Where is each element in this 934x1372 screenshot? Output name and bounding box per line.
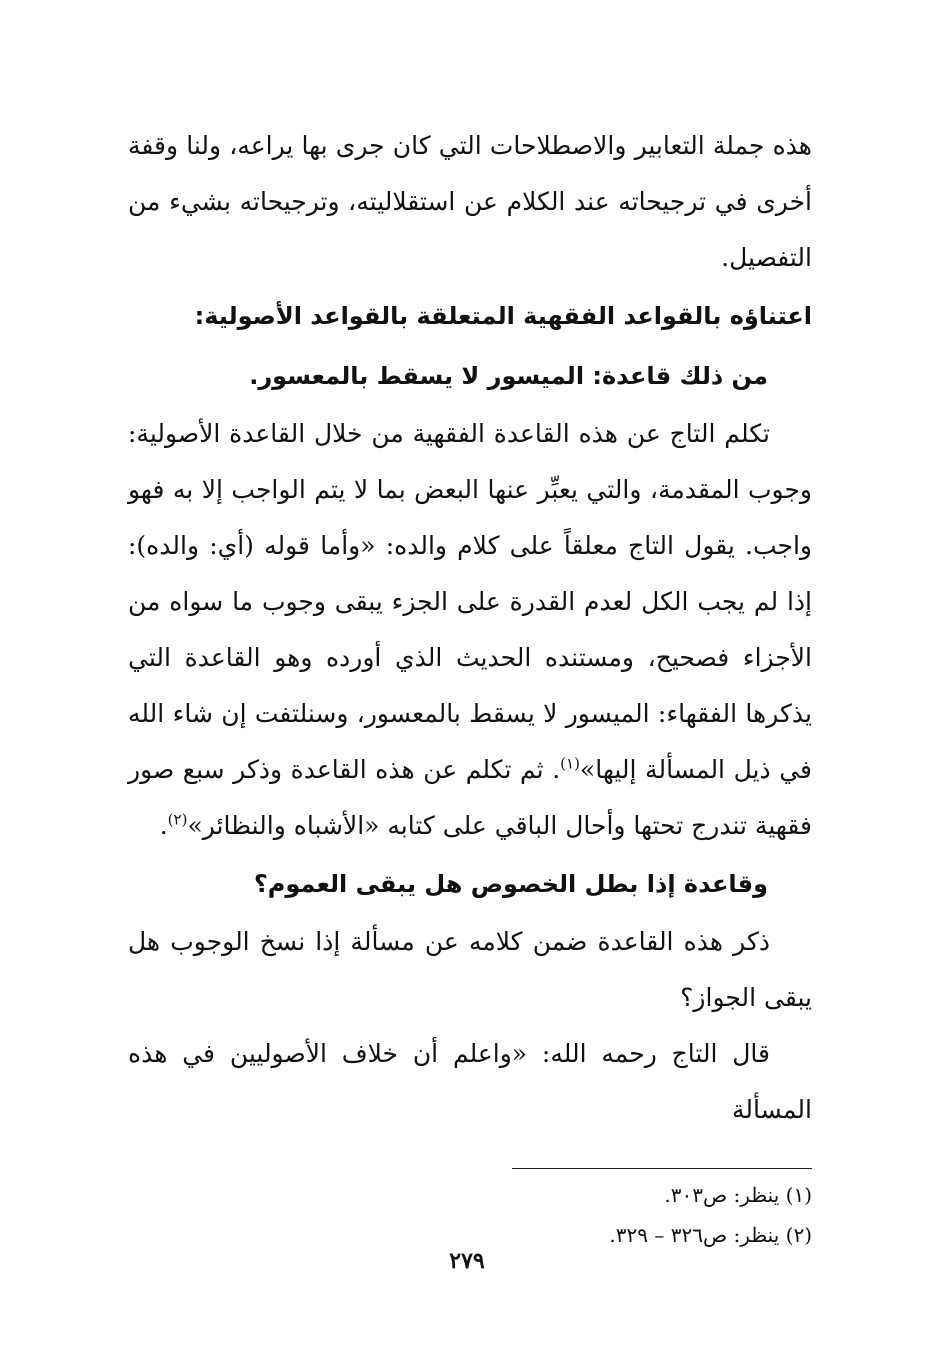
paragraph-text: . ثم تكلم عن هذه القاعدة وذكر سبع صور فقهية تندرج تحتها وأحال الباقي على كتابه «الأشباه والنظائر» [128, 755, 812, 840]
footnote-reference-2: (٢) [167, 810, 188, 829]
paragraph-khusus-rule: ذكر هذه القاعدة ضمن كلامه عن مسألة إذا نسخ الوجوب هل يبقى الجواز؟ [128, 927, 812, 1012]
paragraph-maysur-rule [128, 406, 812, 854]
subsection-heading-maysur: من ذلك قاعدة: الميسور لا يسقط بالمعسور. [249, 362, 768, 390]
paragraph-text: تكلم التاج عن هذه القاعدة الفقهية من خلال القاعدة الأصولية: وجوب المقدمة، والتي يعبِّر عنها البعض بما لا يتم الواجب إلا به فهو واجب. يقول التاج معلقاً على كلام والده: «وأما قوله (أي: والده): إذا لم يجب الكل لعدم القدرة على الجزء يبقى وجوب ما سواه من الأجزاء فصحيح، ومستنده الحديث الذي أورده وهو القاعدة التي يذكرها الفقهاء: الميسور لا يسقط بالمعسور، وسنلتفت إن شاء الله في ذيل المسألة إليها» [128, 419, 812, 784]
section-heading: اعتناؤه بالقواعد الفقهية المتعلقة بالقواعد الأصولية: [194, 302, 812, 330]
paragraph-intro: هذه جملة التعابير والاصطلاحات التي كان جرى بها يراعه، ولنا وقفة أخرى في ترجيحاته عند الكلام عن استقلاليته، وترجيحاته بشيء من التفصيل. [128, 131, 812, 272]
footnote-separator [512, 1168, 812, 1169]
page-content [128, 118, 812, 1358]
paragraph-text: . [159, 811, 168, 840]
subsection-heading-khusus: وقاعدة إذا بطل الخصوص هل يبقى العموم؟ [253, 870, 768, 898]
paragraph-quote-start: قال التاج رحمه الله: «واعلم أن خلاف الأصوليين في هذه المسألة [128, 1039, 812, 1124]
footnote-2: (٢) ينظر: ص٣٢٦ – ٣٢٩. [609, 1223, 812, 1247]
footnote-1: (١) ينظر: ص٣٠٣. [664, 1183, 812, 1207]
page-number: ٢٧٩ [449, 1248, 485, 1274]
footnote-reference-1: (١) [560, 754, 580, 773]
